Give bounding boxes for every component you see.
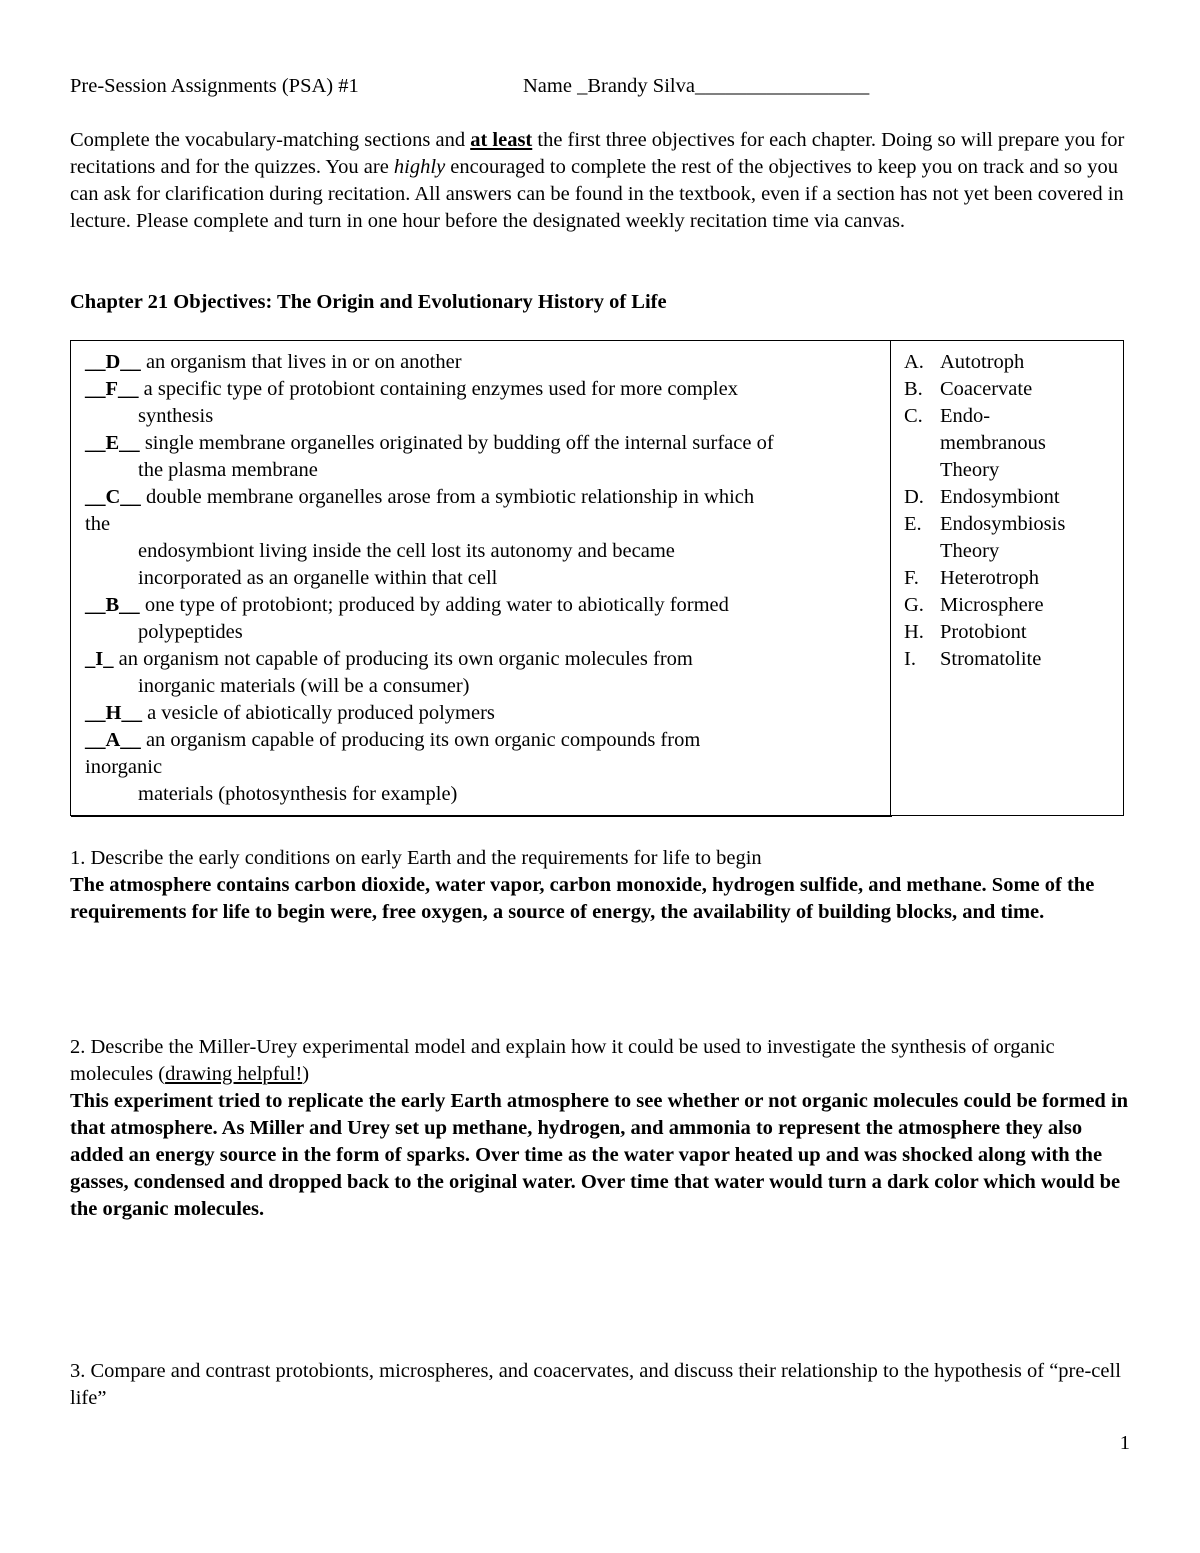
definition-continuation: endosymbiont living inside the cell lost its autonomy and became — [138, 540, 675, 562]
term-letter: A. — [904, 351, 924, 373]
question-2-prompt-underlined: drawing helpful! — [165, 1063, 303, 1085]
definition-text: one type of protobiont; produced by adding water to abiotically formed — [144, 594, 729, 616]
definition-item — [85, 646, 885, 700]
definition-continuation: the plasma membrane — [138, 459, 318, 481]
table-bottom-rule — [71, 816, 892, 817]
question-2-prompt — [70, 1034, 1130, 1088]
term-text: Stromatolite — [940, 648, 1042, 670]
definition-first-line — [85, 646, 885, 673]
definition-first-line — [85, 592, 885, 619]
question-1-prompt: 1. Describe the early conditions on early Earth and the requirements for life to begin — [70, 847, 762, 869]
definition-item — [85, 727, 885, 808]
definition-text: a specific type of protobiont containing enzymes used for more complex — [143, 378, 738, 400]
term-text: Endosymbiosis Theory — [940, 513, 1066, 562]
definition-answer: __D__ — [85, 351, 141, 373]
definition-first-line — [85, 430, 885, 457]
term-text: Protobiont — [940, 621, 1027, 643]
term-text: Coacervate — [940, 378, 1033, 400]
term-letter: B. — [904, 378, 923, 400]
term-item — [904, 565, 1114, 592]
definition-text: an organism capable of producing its own organic compounds from — [145, 729, 701, 751]
definition-text: an organism that lives in or on another — [145, 351, 462, 373]
term-item — [904, 592, 1114, 619]
definition-item — [85, 592, 885, 646]
instructions-paragraph — [70, 127, 1130, 235]
question-3 — [70, 1358, 1130, 1412]
definition-text: single membrane organelles originated by budding off the internal surface of — [144, 432, 774, 454]
instructions-text-3: encouraged to complete the rest of the objectives to keep you on track and so you can ask for clarification during recitation. All answers can be found in the textbook, even if a section has not yet been covered in lecture. Please complete and turn in one hour before the designated weekly recitation time via canvas. — [70, 156, 1124, 232]
definition-answer: __B__ — [85, 594, 140, 616]
definition-item — [85, 430, 885, 484]
definition-first-line — [85, 349, 885, 376]
definition-first-line — [85, 700, 885, 727]
definition-list — [85, 349, 885, 808]
term-text: Endo- membranous Theory — [940, 405, 1046, 481]
definition-text: an organism not capable of producing its own organic molecules from — [118, 648, 693, 670]
term-text: Endosymbiont — [940, 486, 1060, 508]
definition-answer: __E__ — [85, 432, 140, 454]
question-2-prompt-end: ) — [302, 1063, 310, 1085]
term-item — [904, 403, 1114, 484]
definition-answer: _I_ — [85, 648, 114, 670]
definition-continuation: incorporated as an organelle within that cell — [138, 567, 498, 589]
term-item — [904, 484, 1114, 511]
definition-first-line — [85, 727, 885, 754]
definition-item — [85, 376, 885, 430]
term-item — [904, 646, 1114, 673]
term-item — [904, 511, 1114, 565]
definition-answer: __F__ — [85, 378, 139, 400]
term-letter: H. — [904, 621, 924, 643]
definition-first-line — [85, 376, 885, 403]
instructions-text-2: the first three objectives for each chapter. Doing so will prepare you for recitations and for the quizzes. You are — [70, 129, 1125, 178]
definition-continuation: polypeptides — [138, 621, 243, 643]
term-letter: C. — [904, 405, 923, 427]
term-letter: I. — [904, 648, 916, 670]
term-text: Microsphere — [940, 594, 1044, 616]
page-number: 1 — [1119, 1432, 1130, 1454]
term-item — [904, 349, 1114, 376]
instructions-text-1: Complete the vocabulary-matching sections and — [70, 129, 471, 151]
table-column-divider — [890, 341, 891, 815]
assignment-title: Pre-Session Assignments (PSA) #1 — [70, 75, 359, 97]
question-1-answer: The atmosphere contains carbon dioxide, water vapor, carbon monoxide, hydrogen sulfide, and methane. Some of the requirements for life to begin were, free oxygen, a source of energy, the availability of building blocks, and time. — [70, 874, 1095, 923]
term-list — [904, 349, 1114, 673]
definition-answer: __A__ — [85, 729, 141, 751]
definition-text: double membrane organelles arose from a symbiotic relationship in which — [145, 486, 755, 508]
question-3-prompt: 3. Compare and contrast protobionts, microspheres, and coacervates, and discuss their relationship to the hypothesis of “pre-cell life” — [70, 1360, 1121, 1409]
term-item — [904, 376, 1114, 403]
term-letter: D. — [904, 486, 924, 508]
term-letter: F. — [904, 567, 919, 589]
vocabulary-matching-table — [70, 340, 1124, 816]
definition-continuation: the — [85, 513, 111, 535]
instructions-italic: highly — [393, 156, 446, 178]
student-name-line: Name _Brandy Silva_________________ — [523, 75, 870, 97]
definition-first-line — [85, 484, 885, 511]
term-text: Heterotroph — [940, 567, 1040, 589]
definition-continuation: synthesis — [138, 405, 214, 427]
definition-item — [85, 484, 885, 592]
term-text: Autotroph — [940, 351, 1025, 373]
definition-answer: __H__ — [85, 702, 142, 724]
instructions-emphasis: at least — [470, 129, 533, 151]
question-2-answer: This experiment tried to replicate the early Earth atmosphere to see whether or not organic molecules could be formed in that atmosphere. As Miller and Urey set up methane, hydrogen, and ammonia to represent the atmosphere they also added an energy source in the form of sparks. Over time as the water vapor heated up and was shocked along with the gasses, condensed and dropped back to the original water. Over time that water would turn a dark color which would be the organic molecules. — [70, 1090, 1129, 1220]
definition-continuation: materials (photosynthesis for example) — [138, 783, 458, 805]
chapter-title: Chapter 21 Objectives: The Origin and Evolutionary History of Life — [70, 291, 667, 313]
definition-text: a vesicle of abiotically produced polymers — [147, 702, 495, 724]
definition-continuation: inorganic materials (will be a consumer) — [138, 675, 470, 697]
term-item — [904, 619, 1114, 646]
definition-item — [85, 349, 885, 376]
question-1 — [70, 845, 1130, 926]
term-letter: G. — [904, 594, 924, 616]
definition-item — [85, 700, 885, 727]
question-2 — [70, 1034, 1130, 1223]
question-2-prompt-text: 2. Describe the Miller-Urey experimental model and explain how it could be used to investigate the synthesis of organic molecules ( — [70, 1036, 1055, 1085]
definition-answer: __C__ — [85, 486, 141, 508]
term-letter: E. — [904, 513, 922, 535]
definition-continuation: inorganic — [85, 756, 163, 778]
